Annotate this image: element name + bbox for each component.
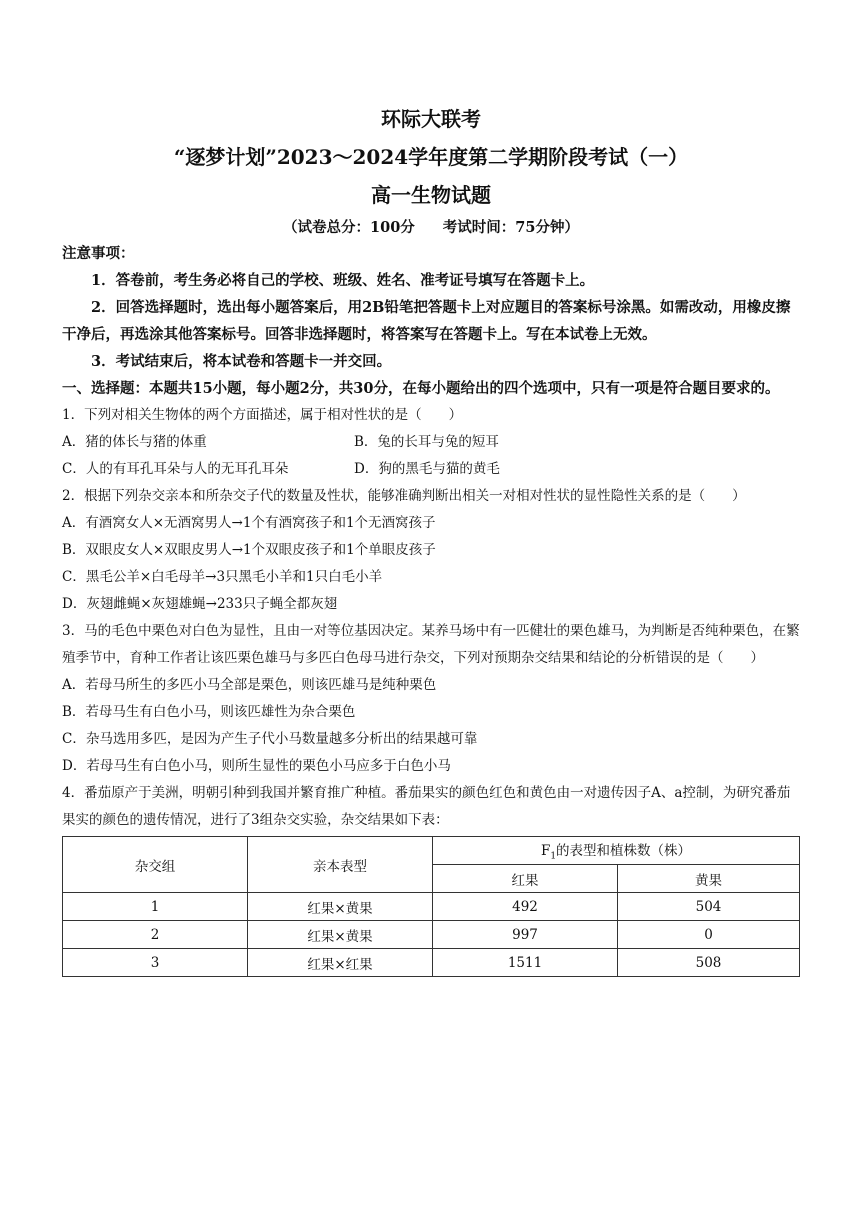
header-f1-sub: 1: [550, 851, 557, 862]
cell-group: 3: [63, 949, 248, 977]
header-red: 红果: [433, 865, 618, 893]
question-1-option-c: C．人的有耳孔耳朵与人的无耳孔耳朵: [62, 461, 289, 477]
question-3-option-d: D．若母马生有白色小马，则所生显性的栗色小马应多于白色小马: [62, 758, 451, 774]
table-row: [63, 949, 800, 977]
question-3-option-b: B．若母马生有白色小马，则该匹雄性为杂合栗色: [62, 704, 356, 720]
cell-yellow: 0: [618, 921, 800, 949]
question-3-option-c: C．杂马选用多匹，是因为产生子代小马数量越多分析出的结果越可靠: [62, 731, 478, 747]
table-header-row: [63, 837, 800, 865]
exam-title-1: 环际大联考: [381, 107, 481, 131]
question-2-option-c: C．黑毛公羊×白毛母羊→3只黑毛小羊和1只白毛小羊: [62, 569, 383, 585]
header-f1-prefix: F: [540, 843, 551, 860]
cell-group: 1: [63, 893, 248, 921]
cell-red: 492: [433, 893, 618, 921]
exam-page: [62, 100, 800, 977]
question-2-option-a: A．有酒窝女人×无酒窝男人→1个有酒窝孩子和1个无酒窝孩子: [62, 515, 436, 531]
question-1-option-d: D．狗的黑毛与猫的黄毛: [354, 461, 500, 477]
question-2-option-b: B．双眼皮女人×双眼皮男人→1个双眼皮孩子和1个单眼皮孩子: [62, 542, 436, 558]
question-2-stem: 2．根据下列杂交亲本和所杂交子代的数量及性状，能够准确判断出相关一对相对性状的显性隐性关系的是（ ）: [62, 488, 746, 504]
cell-yellow: 508: [618, 949, 800, 977]
exam-title-3: 高一生物试题: [371, 183, 491, 207]
note-item-1: 1．答卷前，考生务必将自己的学校、班级、姓名、准考证号填写在答题卡上。: [91, 272, 595, 289]
question-1-options-row-2: [62, 456, 800, 483]
question-1-stem: 1．下列对相关生物体的两个方面描述，属于相对性状的是（ ）: [62, 407, 463, 423]
cell-red: 997: [433, 921, 618, 949]
question-4-stem: 4．番茄原产于美洲，明朝引种到我国并繁育推广种植。番茄果实的颜色红色和黄色由一对遗传因子A、a控制，为研究番茄果实的颜色的遗传情况，进行了3组杂交实验，杂交结果如下表：: [62, 785, 791, 828]
question-1-option-a: A．猪的体长与猪的体重: [62, 434, 207, 450]
cell-parent: 红果×红果: [248, 949, 433, 977]
note-item-2: 2．回答选择题时，选出每小题答案后，用2B铅笔把答题卡上对应题目的答案标号涂黑。如需改动，用橡皮擦干净后，再选涂其他答案标号。回答非选择题时，将答案写在答题卡上。写在本试卷上无效。: [62, 299, 791, 343]
header-yellow: 黄果: [618, 865, 800, 893]
question-3-option-a: A．若母马所生的多匹小马全部是栗色，则该匹雄马是纯种栗色: [62, 677, 437, 693]
question-3-stem: 3．马的毛色中栗色对白色为显性，且由一对等位基因决定。某养马场中有一匹健壮的栗色雄马，为判断是否纯种栗色，在繁殖季节中，育种工作者让该匹栗色雄马与多匹白色母马进行杂交，下列对预期杂交结果和结论的分析错误的是（ ）: [62, 623, 800, 666]
cell-red: 1511: [433, 949, 618, 977]
header-group: 杂交组: [63, 837, 248, 893]
exam-title-2: “逐梦计划”2023～2024学年度第二学期阶段考试（一）: [173, 145, 689, 169]
header-f1-suffix: 的表型和植株数（株）: [556, 843, 692, 860]
question-1-options-row-1: [62, 429, 800, 456]
header-f1: [433, 837, 800, 865]
cell-group: 2: [63, 921, 248, 949]
note-item-3: 3．考试结束后，将本试卷和答题卡一并交回。: [91, 353, 392, 370]
exam-time: 考试时间：75分钟）: [442, 219, 579, 236]
exam-info: [62, 216, 800, 240]
table-row: [63, 893, 800, 921]
question-1-option-b: B．兔的长耳与兔的短耳: [354, 434, 499, 450]
question-2-option-d: D．灰翅雌蝇×灰翅雄蝇→233只子蝇全都灰翅: [62, 596, 338, 612]
cell-parent: 红果×黄果: [248, 893, 433, 921]
exam-score: （试卷总分：100分: [283, 219, 415, 236]
cell-parent: 红果×黄果: [248, 921, 433, 949]
cell-yellow: 504: [618, 893, 800, 921]
header-parent: 亲本表型: [248, 837, 433, 893]
table-row: [63, 921, 800, 949]
section-heading: 一、选择题：本题共15小题，每小题2分，共30分，在每小题给出的四个选项中，只有一项是符合题目要求的。: [62, 380, 780, 397]
cross-results-table: [62, 836, 800, 977]
notes-heading: 注意事项：: [62, 245, 135, 262]
